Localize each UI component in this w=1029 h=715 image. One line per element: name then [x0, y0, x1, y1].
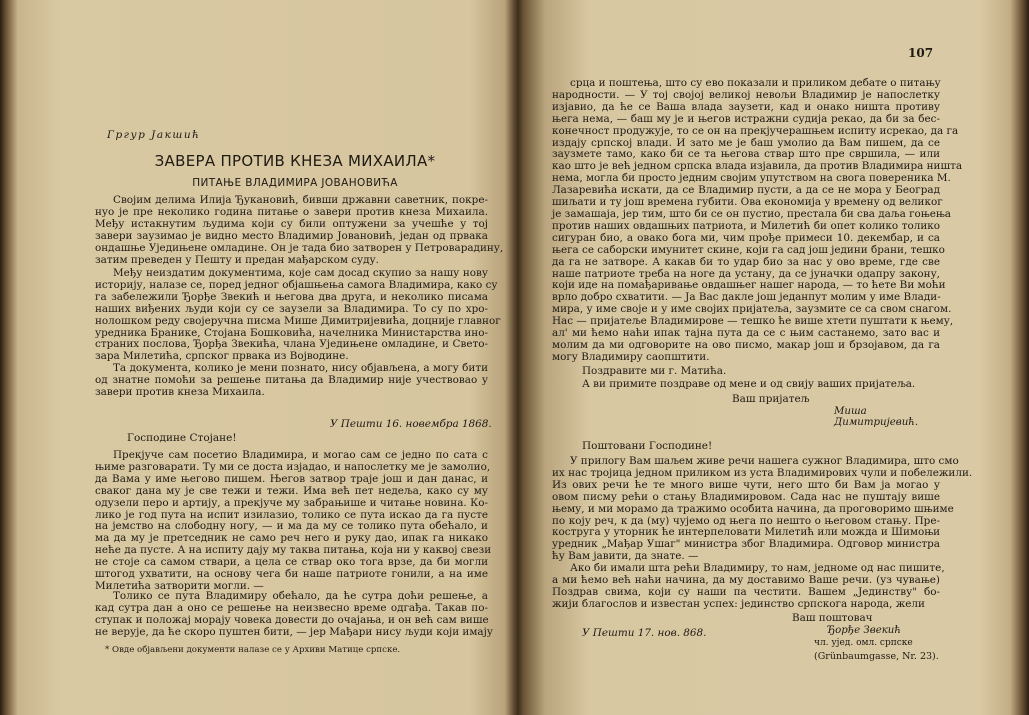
text-line: жији благослов и известан успех: јединство српскога народа, жели [552, 597, 925, 610]
text-line: Међу истакнутим људима који су били оптужени за учешће у тој [95, 217, 488, 230]
text-line: Милетића затворити могли. — [95, 579, 264, 592]
text-line: сигуран био, а овако бога ми, чим прође примеси 10. декембар, и са [552, 231, 940, 244]
text-line: нолошком реду својеручна писма Мише Димитријевића, доцније главног [95, 314, 501, 327]
second-letter-greeting: Поштовани Господине! [582, 440, 713, 452]
text-line: завери заузимао је видно место Владимир Јовановић, један од првака [95, 229, 488, 242]
left-page [95, 0, 504, 715]
text-line: њега нема, — баш му је и његов истражни судија рекао, да би за бес- [552, 112, 940, 125]
text-line: а ми ћемо већ наћи начина, да му доставимо Ваше речи. (уз чување) [552, 573, 940, 586]
text-line: их нас тројица једном приликом из уста Владимирових чули и побележили. [552, 466, 973, 479]
footnote: * Овде објављени документи налазе се у Архиви Матице српске. [105, 645, 401, 655]
letter-dateline: У Пешти 16. новембра 1868. [330, 418, 492, 430]
text-line: по коју реч, к да (му) чујемо од њега по нешто о његовом стању. Пре- [552, 514, 940, 527]
text-line: Ако би имали шта рећи Владимиру, то нам, једноме од нас пишите, [570, 562, 945, 574]
text-line: против наших овдашњих патриота, и Милетић би опет колико толико [552, 219, 940, 232]
text-line: уредник „Мађар Ушаг" министра због Владимира. Одговор министра [552, 538, 940, 551]
text-line: не стоје са самом ствари, а цела се ствар око тога врзе, да би могли [95, 556, 488, 569]
text-line: Лазаревића искати, да се Владимир пусти, а да се не мора у Београд [552, 184, 940, 197]
second-letter-paragraph-1 [552, 455, 973, 563]
closing-line-2: А ви примите поздраве од мене и од свију ваших пријатеља. [582, 378, 916, 390]
signature-zvekic-title: чл. ујед. омл. српске [814, 638, 913, 648]
text-line: неће да пусте. А на испиту дају му таква питања, која ни у каквој свези [95, 544, 492, 557]
text-line: Нас — пријатеље Владимирове — тешко ће више хтети пуштати к њему, [552, 315, 954, 328]
text-line: коструга у уторник ће интерпеловати Милетић или можда и Шимоњи [552, 526, 941, 539]
text-line: кад сутра дан а оно се решење на неизвесно време одгађа. Такав по- [95, 601, 488, 614]
text-line: уредника Бранике, Стојана Бошковића, начелника Министарства ино- [95, 326, 488, 339]
signature-zvekic: Ђорђе Звекић [827, 625, 901, 636]
intro-paragraph-3 [95, 363, 488, 399]
text-line: нема, могла би просто једним својим упутством на свога повереника М. [552, 172, 951, 185]
signature-misa: Миша Димитријевић. [834, 406, 919, 428]
text-line: њиме разговарати. Ту ми се доста изјадао, и напослетку ме је замолио, [95, 460, 491, 473]
text-line: врло добро схватити. — Ја Вас дакле још једанпут молим у име Влади- [552, 291, 941, 304]
text-line: ма да му је претседник не само реч него и руку дао, ипак га никако [95, 532, 488, 545]
text-line: затим преведен у Пешту и предан мађарском суду. [95, 253, 379, 266]
text-line: У прилогу Вам шаљем живе речи нашега сужног Владимира, што смо [570, 455, 959, 467]
text-line: Та документа, колико је мени познато, нису објављена, а могу бити [113, 362, 488, 374]
signature-zvekic-address: (Grünbaumgasse, Nr. 23). [814, 651, 939, 662]
letter-paragraph-2 [95, 590, 493, 639]
closing-line-3: Ваш пријатељ [732, 393, 810, 405]
text-line: њему, и ми морамо да тражимо особита начина, да проговоримо шњиме [552, 502, 954, 515]
text-line: ћу Вам јавити, да знате. — [552, 550, 699, 563]
text-line: заузмете тамо, како би се та његова ствар што пре свршила, — или [552, 148, 940, 161]
text-line: Прекјуче сам посетио Владимира, и могао сам се једно по сата с [113, 449, 488, 461]
text-line: могу Владимиру саопштити. [552, 350, 710, 363]
text-line: молим да ми одговорите на ово писмо, макар још и брзојавом, да га [552, 338, 940, 351]
second-letter-dateline: У Пешти 17. нов. 868. [582, 627, 707, 639]
page-number: 107 [908, 46, 934, 60]
text-line: народности. — У тој својој великој невољи Владимир је напослетку [552, 88, 940, 101]
text-line: на јемство на слободну ногу, — и ма да му се толико пута обећало, и [95, 520, 488, 533]
text-line: је замашаја, јер тим, што би се он пустио, престала би сва даља гоњења [552, 207, 951, 220]
text-line: Међу неиздатим документима, које сам досад скупио за нашу нову [113, 267, 488, 279]
text-line: као што је већ једном српска влада изјавила, да против Владимира ништа [552, 160, 963, 173]
text-line: ал' ми ћемо наћи ипак тајна пута да се с њим састанемо, зато вас и [552, 327, 940, 340]
text-line: нуо је пре неколико година питање о завери против кнеза Михаила. [95, 205, 488, 218]
intro-paragraph-1 [95, 194, 504, 266]
text-line: овом писму рећи о стању Владимировом. Сада нас не пуштају више [552, 490, 940, 503]
text-line: одузели перо и артију, а прекјуче му забрањише и читање новина. Ко- [95, 496, 488, 509]
text-line: завери против кнеза Михаила. [95, 385, 265, 398]
text-line: да Вама у име његово пишем. Његов затвор траје још и дан данас, и [95, 472, 488, 485]
text-line: штогод ухватити, на основу чега би наше патриоте гонили, а на име [95, 568, 488, 581]
text-line: страних послова, Ђорђа Звекића, члана Уједињене омладине, и Свето- [95, 338, 488, 351]
text-line: изјавио, да ће се Ваша влада заузети, кад и онако ништа противу [552, 100, 940, 113]
article-title: ЗАВЕРА ПРОТИВ КНЕЗА МИХАИЛА* [154, 152, 436, 170]
text-line: Поздрав свима, који су наши па честити. Вашем „Јединству" бо- [552, 585, 940, 598]
letter-continuation [552, 77, 963, 364]
closing-line-4: Ваш поштовач [792, 612, 873, 624]
closing-line-1: Поздравите ми г. Матића. [582, 365, 727, 377]
text-line: Из ових речи ће те много више чути, него што би Вам ја могао у [552, 478, 940, 491]
text-line: га забележили Ђорђе Звекић и његова два друга, и неколико писама [95, 290, 488, 303]
text-line: срца и поштења, што су ево показали и приликом дебате о питању [570, 77, 941, 89]
text-line: њега се саборски имунитет скине, који га сад још једини брани, тешко [552, 243, 945, 256]
right-page [552, 0, 973, 715]
text-line: конечност продужује, то се он на прекјучерашњем испиту исрекао, да га [552, 124, 959, 137]
text-line: зара Милетића, српског првака из Војводине. [95, 350, 349, 363]
text-line: наше патриоте треба на ноге да устану, да се јуначки одапру закону, [552, 267, 940, 280]
text-line: Толико се пута Владимиру обећало, да ће сутра доћи решење, а [113, 590, 488, 602]
text-line: Својим делима Илија Ђукановић, бивши државни саветник, покре- [113, 194, 488, 206]
text-line: наших виђених људи који су се заузели за Владимира. То су по хро- [95, 302, 488, 315]
running-header-author: Гргур Јакшић [107, 129, 201, 141]
text-line: лико је год пута на испит изилазио, толико се пута искао да га пусте [95, 508, 488, 521]
letter-paragraph-1 [95, 449, 492, 593]
text-line: да га не затворе. А какав би то удар био за нас у ово време, где све [552, 255, 940, 268]
article-subtitle: ПИТАЊЕ ВЛАДИМИРА ЈОВАНОВИЋА [192, 177, 398, 189]
letter-greeting: Господине Стојане! [127, 432, 237, 444]
text-line: ондашње Уједињене омладине. Он је тада био затворен у Петроварадину, [95, 241, 504, 254]
text-line: историју, налазе се, поред једног објашњења самога Владимира, како су [95, 278, 498, 291]
text-line: шиљати и ту још времена губити. Ова економија у времену од великог [552, 196, 943, 209]
intro-paragraph-2 [95, 267, 501, 363]
text-line: издају српској влади. И зато ме је баш умолио да Вам пишем, да се [552, 136, 940, 149]
text-line: ступак и положај морају човека довести до очајања, и он већ сам више [95, 613, 489, 626]
text-line: не верује, да ће скоро пуштен бити, — јер Мађари нису људи који имају [95, 625, 493, 638]
text-line: сваког дана му је све тежи и тежи. Има већ пет недеља, како су му [95, 484, 488, 497]
text-line: мира, у име своје и у име својих пријатеља, заузмите се са свом снагом. [552, 303, 952, 316]
text-line: који иде на помађаривање овдашњег нашег народа, — то ћете Ви моћи [552, 279, 946, 292]
second-letter-paragraph-2 [552, 562, 945, 611]
text-line: од знатне помоћи за решење питања да Владимир није учествовао у [95, 373, 488, 386]
